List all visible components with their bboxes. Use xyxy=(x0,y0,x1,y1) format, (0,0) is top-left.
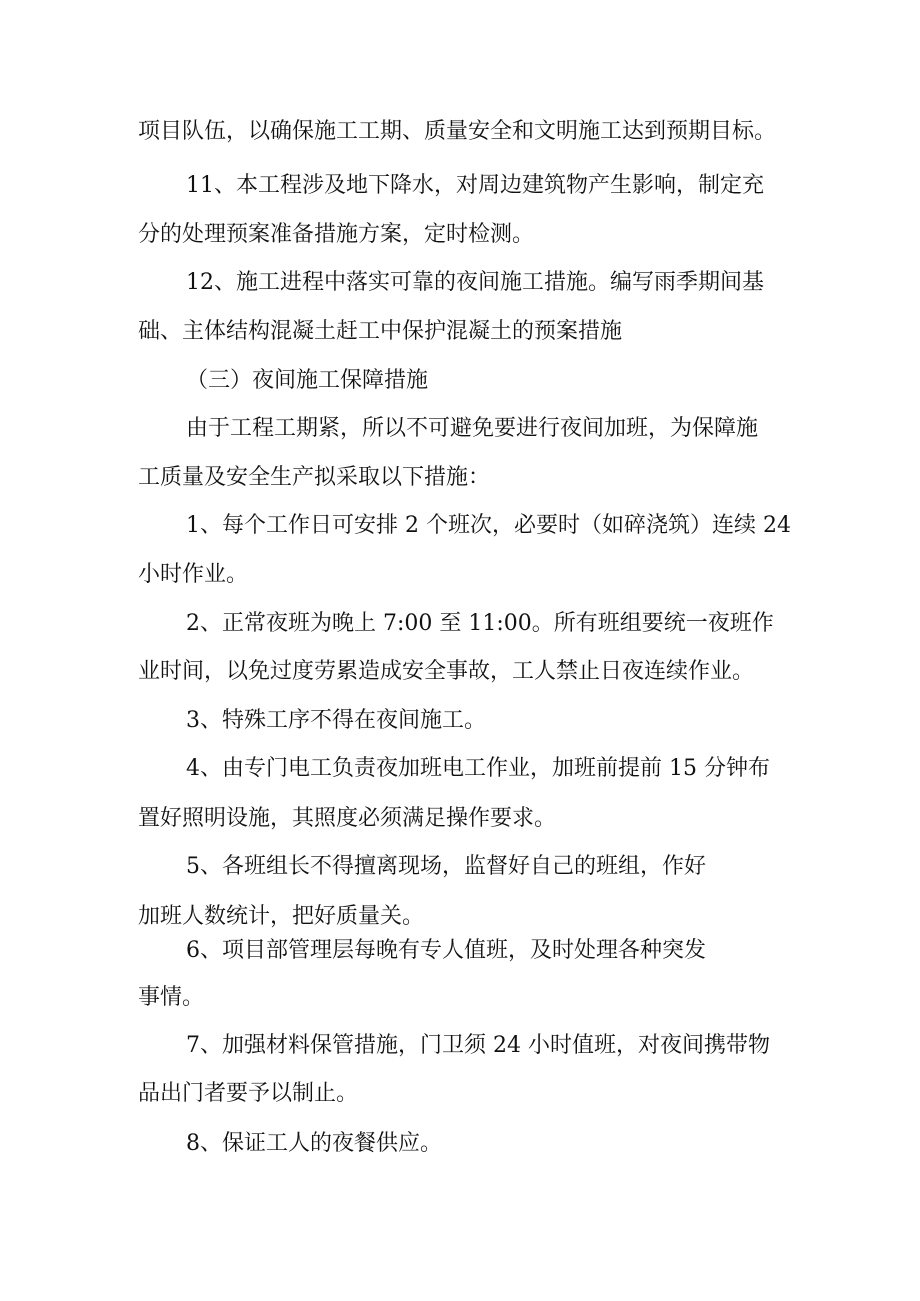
paragraph-line: 加班人数统计，把好质量关。 xyxy=(138,904,425,929)
paragraph-line: 项目队伍，以确保施工工期、质量安全和文明施工达到预期目标。 xyxy=(138,119,777,144)
paragraph-line: 12、施工进程中落实可靠的夜间施工措施。编写雨季期间基 xyxy=(186,270,764,295)
paragraph-line: 3、特殊工序不得在夜间施工。 xyxy=(186,708,486,733)
paragraph-line: 工质量及安全生产拟采取以下措施： xyxy=(138,465,491,490)
paragraph-line: 4、由专门电工负责夜加班电工作业，加班前提前 15 分钟布 xyxy=(186,756,770,781)
paragraph-line: 由于工程工期紧，所以不可避免要进行夜间加班，为保障施 xyxy=(186,416,759,441)
paragraph-line: 分的处理预案准备措施方案，定时检测。 xyxy=(138,222,535,247)
paragraph-line: 5、各班组长不得擅离现场，监督好自己的班组，作好 xyxy=(186,854,706,879)
paragraph-line: 置好照明设施，其照度必须满足操作要求。 xyxy=(138,806,557,831)
paragraph-line: 11、本工程涉及地下降水，对周边建筑物产生影响，制定充 xyxy=(186,173,764,198)
paragraph-line: 7、加强材料保管措施，门卫须 24 小时值班，对夜间携带物 xyxy=(186,1033,770,1058)
paragraph-line: 事情。 xyxy=(138,985,205,1010)
paragraph-line: 础、主体结构混凝土赶工中保护混凝土的预案措施 xyxy=(138,319,623,344)
paragraph-line: 8、保证工人的夜餐供应。 xyxy=(186,1131,442,1156)
paragraph-line: 2、正常夜班为晚上 7:00 至 11:00。所有班组要统一夜班作 xyxy=(186,611,774,636)
paragraph-line: 6、项目部管理层每晚有专人值班，及时处理各种突发 xyxy=(186,938,706,963)
paragraph-line: 1、每个工作日可安排 2 个班次，必要时（如碎浇筑）连续 24 xyxy=(186,513,791,538)
paragraph-line: 小时作业。 xyxy=(138,562,249,587)
section-heading: （三）夜间施工保障措施 xyxy=(186,368,429,393)
paragraph-line: 品出门者要予以制止。 xyxy=(138,1081,359,1106)
paragraph-line: 业时间，以免过度劳累造成安全事故，工人禁止日夜连续作业。 xyxy=(138,659,755,684)
